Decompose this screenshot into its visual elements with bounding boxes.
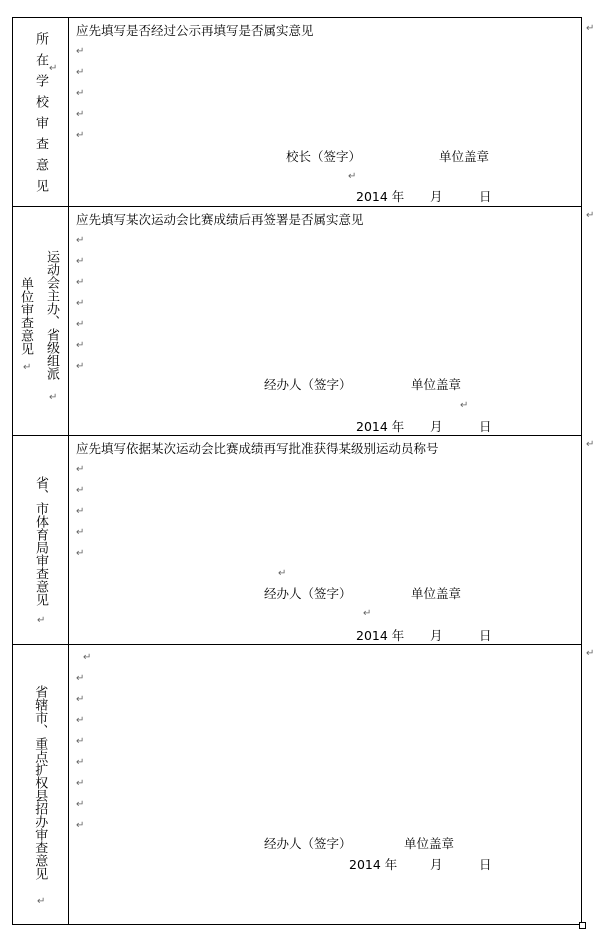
section-label: 运动会主办、省级组派 xyxy=(44,250,59,380)
section-instruction[interactable]: 应先填写某次运动会比赛成绩后再签署是否属实意见 xyxy=(76,212,364,227)
paragraph-mark: ↵ xyxy=(76,527,85,538)
section-label: 所在学校审查意见 xyxy=(33,32,48,200)
date-year: 2014 年 xyxy=(349,857,398,872)
paragraph-mark: ↵ xyxy=(76,778,85,789)
date-day: 日 xyxy=(479,628,492,643)
seal-label: 单位盖章 xyxy=(439,149,490,164)
section-label: 省辖市、重点扩权县招办审查意见 xyxy=(32,685,48,880)
signer-label: 校长（签字） xyxy=(286,149,362,164)
signer-label: 经办人（签字） xyxy=(264,377,352,392)
paragraph-mark: ↵ xyxy=(76,298,85,309)
paragraph-mark: ↵ xyxy=(460,400,469,411)
paragraph-mark: ↵ xyxy=(76,820,85,831)
paragraph-mark: ↵ xyxy=(37,615,46,626)
paragraph-mark: ↵ xyxy=(76,757,85,768)
table-border-bottom xyxy=(12,924,582,925)
paragraph-mark: ↵ xyxy=(83,652,92,663)
paragraph-mark: ↵ xyxy=(76,130,85,141)
seal-label: 单位盖章 xyxy=(411,377,462,392)
paragraph-mark: ↵ xyxy=(348,171,357,182)
paragraph-mark: ↵ xyxy=(76,340,85,351)
section-label: 单位审查意见 xyxy=(18,277,33,355)
paragraph-mark: ↵ xyxy=(586,210,595,221)
review-section-admissions-office xyxy=(13,645,581,924)
paragraph-mark: ↵ xyxy=(23,362,32,373)
section-instruction[interactable]: 应先填写依据某次运动会比赛成绩再写批准获得某级别运动员称号 xyxy=(76,441,439,456)
paragraph-mark: ↵ xyxy=(76,736,85,747)
review-section-organizer xyxy=(13,207,581,435)
date-day: 日 xyxy=(479,857,492,872)
section-label: 省、市体育局审查意见 xyxy=(32,476,48,606)
paragraph-mark: ↵ xyxy=(76,799,85,810)
review-section-school xyxy=(13,18,581,206)
paragraph-mark: ↵ xyxy=(76,548,85,559)
review-section-sports-bureau xyxy=(13,436,581,644)
paragraph-mark: ↵ xyxy=(76,256,85,267)
section-instruction[interactable]: 应先填写是否经过公示再填写是否属实意见 xyxy=(76,23,314,38)
seal-label: 单位盖章 xyxy=(411,586,462,601)
paragraph-mark: ↵ xyxy=(76,506,85,517)
paragraph-mark: ↵ xyxy=(76,464,85,475)
paragraph-mark: ↵ xyxy=(278,568,287,579)
paragraph-mark: ↵ xyxy=(76,46,85,57)
paragraph-mark: ↵ xyxy=(586,648,595,659)
date-month: 月 xyxy=(430,189,443,204)
seal-label: 单位盖章 xyxy=(404,836,455,851)
table-border-right xyxy=(581,17,582,925)
paragraph-mark: ↵ xyxy=(49,63,58,74)
paragraph-mark: ↵ xyxy=(76,694,85,705)
date-month: 月 xyxy=(430,857,443,872)
signer-label: 经办人（签字） xyxy=(264,586,352,601)
date-year: 2014 年 xyxy=(356,419,405,434)
paragraph-mark: ↵ xyxy=(586,23,595,34)
date-year: 2014 年 xyxy=(356,189,405,204)
date-month: 月 xyxy=(430,419,443,434)
paragraph-mark: ↵ xyxy=(76,277,85,288)
paragraph-mark: ↵ xyxy=(76,361,85,372)
paragraph-mark: ↵ xyxy=(76,485,85,496)
signer-label: 经办人（签字） xyxy=(264,836,352,851)
paragraph-mark: ↵ xyxy=(76,235,85,246)
paragraph-mark: ↵ xyxy=(76,88,85,99)
paragraph-mark: ↵ xyxy=(76,109,85,120)
paragraph-mark: ↵ xyxy=(76,715,85,726)
paragraph-mark: ↵ xyxy=(49,392,58,403)
paragraph-mark: ↵ xyxy=(76,673,85,684)
date-day: 日 xyxy=(479,189,492,204)
paragraph-mark: ↵ xyxy=(586,439,595,450)
paragraph-mark: ↵ xyxy=(363,608,372,619)
paragraph-mark: ↵ xyxy=(76,319,85,330)
paragraph-mark: ↵ xyxy=(76,67,85,78)
paragraph-mark: ↵ xyxy=(37,896,46,907)
date-month: 月 xyxy=(430,628,443,643)
date-year: 2014 年 xyxy=(356,628,405,643)
date-day: 日 xyxy=(479,419,492,434)
